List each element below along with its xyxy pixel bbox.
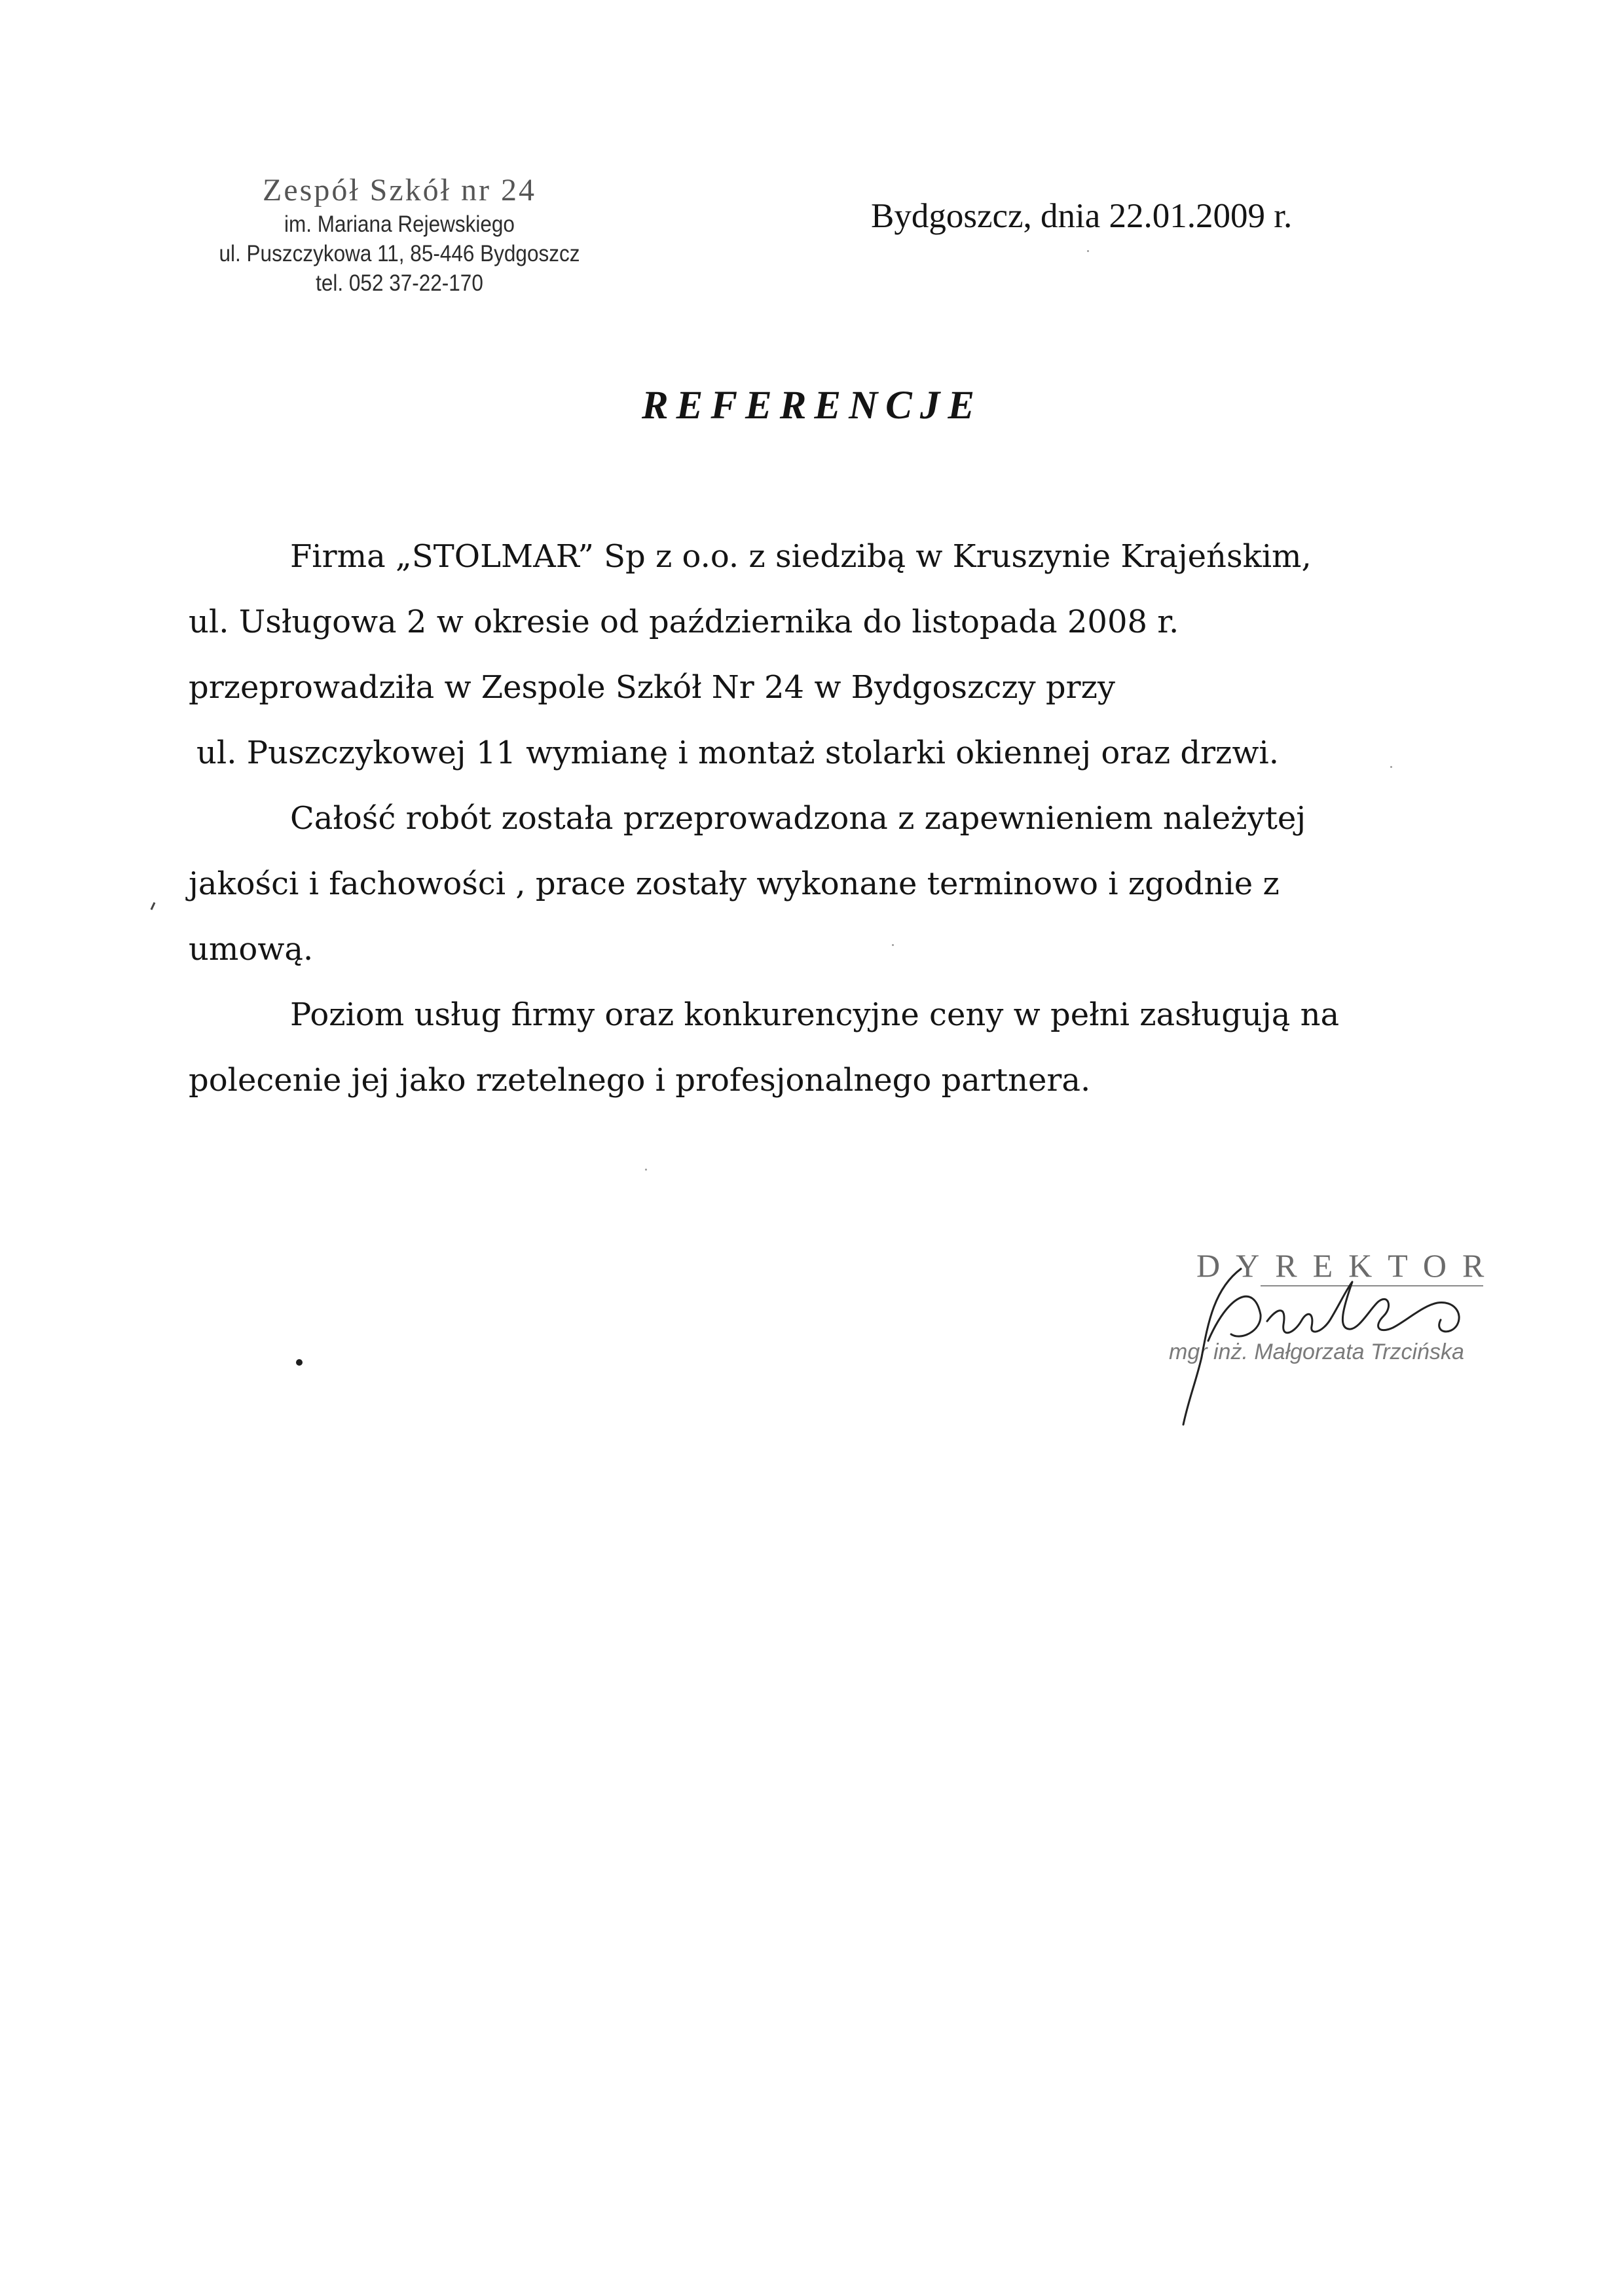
- ink-dot: [296, 1359, 303, 1366]
- letter-body: [189, 524, 1420, 1113]
- body-line: ul. Puszczykowej 11 wymianę i montaż stolarki okiennej oraz drzwi.: [196, 735, 1280, 771]
- scan-speck: [892, 944, 894, 946]
- stamp-title: DYREKTOR: [1196, 1247, 1500, 1284]
- body-line: Poziom usług firmy oraz konkurencyjne ceny w pełni zasługują na: [290, 996, 1340, 1033]
- school-address: ul. Puszczykowa 11, 85-446 Bydgoszcz: [219, 241, 580, 266]
- place-and-date: Bydgoszcz, dnia 22.01.2009 r.: [871, 197, 1293, 235]
- scan-speck: [1390, 766, 1392, 768]
- school-name: Zespół Szkół nr 24: [263, 173, 536, 208]
- school-phone: tel. 052 37-22-170: [316, 270, 483, 296]
- director-stamp-and-signature: [1162, 1243, 1503, 1432]
- body-line: przeprowadziła w Zespole Szkół Nr 24 w Bydgoszczy przy: [189, 669, 1115, 706]
- stamp-name: mgr inż. Małgorzata Trzcińska: [1169, 1339, 1464, 1364]
- body-line: polecenie jej jako rzetelnego i profesjonalnego partnera.: [189, 1062, 1091, 1099]
- scan-speck: [1087, 250, 1089, 252]
- school-patron: im. Mariana Rejewskiego: [284, 211, 515, 237]
- ink-mark: [151, 902, 156, 910]
- document-title: REFERENCJE: [641, 384, 983, 428]
- body-line: umową.: [189, 931, 314, 968]
- scan-speck: [645, 1169, 647, 1171]
- body-line: Całość robót została przeprowadzona z zapewnieniem należytej: [290, 800, 1306, 837]
- school-letterhead: [196, 172, 602, 298]
- body-line: ul. Usługowa 2 w okresie od października do listopada 2008 r.: [189, 604, 1179, 640]
- body-line: Firma „STOLMAR” Sp z o.o. z siedzibą w Kruszynie Krajeńskim,: [290, 538, 1312, 575]
- body-line: jakości i fachowości , prace zostały wykonane terminowo i zgodnie z: [189, 866, 1280, 902]
